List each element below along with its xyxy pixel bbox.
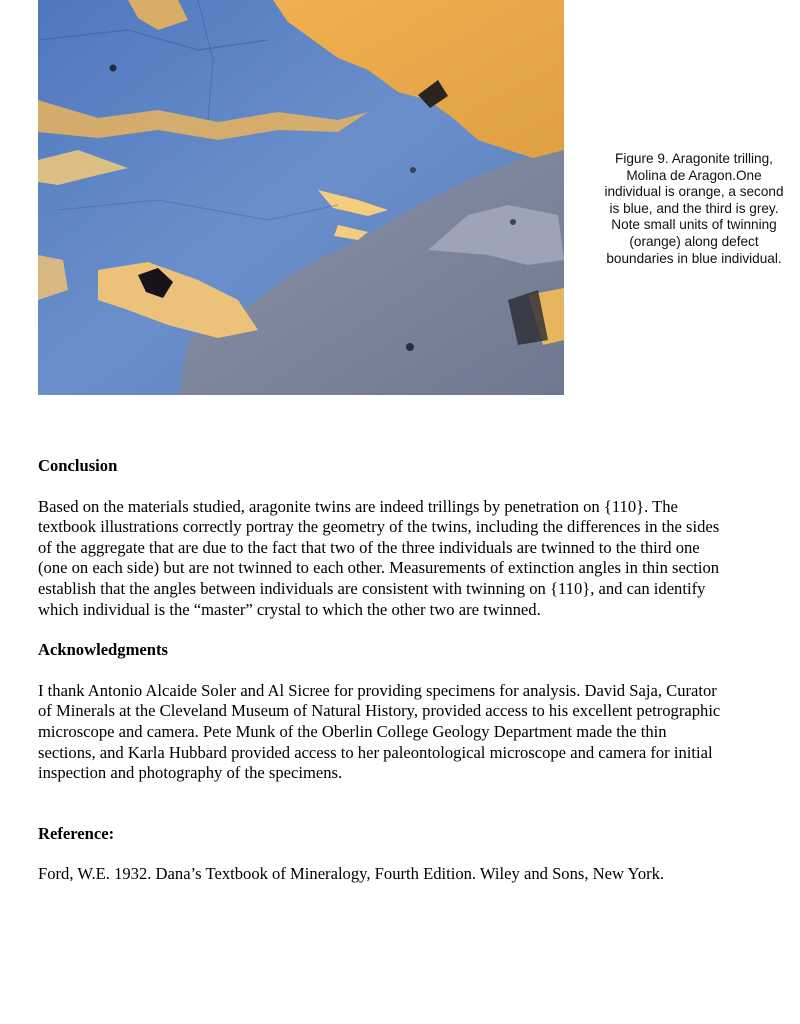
conclusion-heading: Conclusion (38, 456, 118, 475)
aragonite-thin-section-image (38, 0, 564, 395)
figure-9-micrograph (38, 0, 564, 395)
reference-entry: Ford, W.E. 1932. Dana’s Textbook of Mineralogy, Fourth Edition. Wiley and Sons, New York. (38, 864, 665, 884)
acknowledgments-paragraph: I thank Antonio Alcaide Soler and Al Sicree for providing specimens for analysis. David Saja, Curator of Minerals at the Cleveland Museum of Natural History, provided access to his excellent petrographic microscope and camera. Pete Munk of the Oberlin College Geology Department made the thin sections, and Karla Hubbard provided access to her paleontological microscope and camera for initial inspection and photography of the specimens. (38, 680, 721, 783)
conclusion-paragraph: Based on the materials studied, aragonite twins are indeed trillings by penetration on {110}. The textbook illustrations correctly portray the geometry of the twins, including the differences in the sides of the aggregate that are due to the fact that two of the three individuals are twinned to the third one (one on each side) but are not twinned to each other. Measurements of extinction angles in thin section establish that the angles between individuals are consistent with twinning on {110}, and can identify which individual is the “master” crystal to which the other two are twinned. (38, 496, 720, 619)
acknowledgments-heading: Acknowledgments (38, 640, 168, 660)
reference-heading: Reference: (38, 823, 115, 843)
document-body (38, 456, 728, 885)
figure-caption: Figure 9. Aragonite trilling, Molina de Aragon.One individual is orange, a second is blue, and the third is grey. Note small units of twinning (orange) along defect boundaries in blue individual. (604, 151, 784, 266)
